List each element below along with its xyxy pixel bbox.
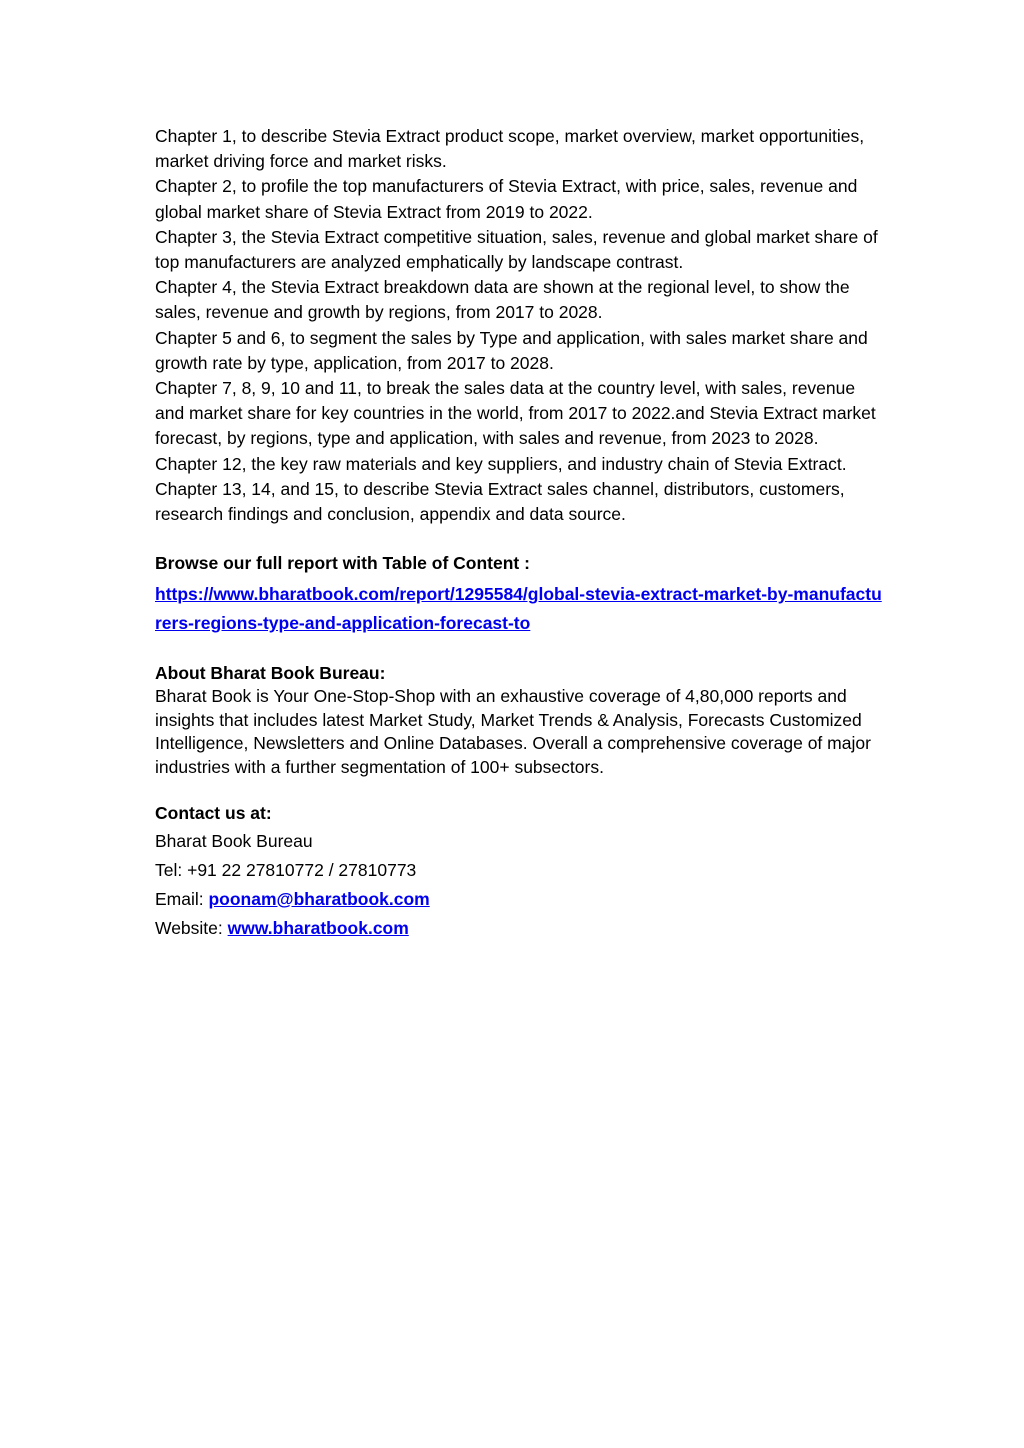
about-heading: About Bharat Book Bureau:	[155, 663, 386, 684]
chapter-paragraph: Chapter 12, the key raw materials and key suppliers, and industry chain of Stevia Extract.	[155, 453, 847, 474]
chapter-paragraph: Chapter 1, to describe Stevia Extract product scope, market overview, market opportunities, market driving force and market risks.	[155, 126, 865, 172]
email-link[interactable]: poonam@bharatbook.com	[208, 888, 430, 909]
website-link[interactable]: www.bharatbook.com	[227, 917, 409, 938]
contact-company: Bharat Book Bureau	[155, 830, 313, 851]
chapter-paragraph: Chapter 7, 8, 9, 10 and 11, to break the sales data at the country level, with sales, revenue and market share for key countries in the world, from 2017 to 2022.and Stevia Extract market forecast, by regions, type and application, with sales and revenue, from 2023 to 2028.	[155, 378, 876, 449]
website-label: Website:	[155, 917, 228, 938]
browse-report-heading: Browse our full report with Table of Content :	[155, 553, 530, 574]
chapter-list	[155, 124, 885, 527]
chapter-paragraph: Chapter 4, the Stevia Extract breakdown data are shown at the regional level, to show the sales, revenue and growth by regions, from 2017 to 2028.	[155, 277, 850, 323]
contact-website-line	[155, 914, 885, 943]
document-page	[155, 124, 885, 943]
contact-heading: Contact us at:	[155, 802, 272, 823]
chapter-paragraph: Chapter 5 and 6, to segment the sales by Type and application, with sales market share and growth rate by type, application, from 2017 to 2028.	[155, 327, 868, 373]
full-report-link[interactable]: https://www.bharatbook.com/report/1295584/global-stevia-extract-market-by-manufacturers-regions-type-and-application-forecast-to	[155, 584, 882, 633]
about-body: Bharat Book is Your One-Stop-Shop with an exhaustive coverage of 4,80,000 reports and insights that includes latest Market Study, Market Trends & Analysis, Forecasts Customized Intelligence, Newsletters and Online Databases. Overall a comprehensive coverage of major industries with a further segmentation of 100+ subsectors.	[155, 686, 871, 778]
email-label: Email:	[155, 888, 209, 909]
chapter-paragraph: Chapter 2, to profile the top manufacturers of Stevia Extract, with price, sales, revenue and global market share of Stevia Extract from 2019 to 2022.	[155, 176, 858, 222]
contact-tel: Tel: +91 22 27810772 / 27810773	[155, 859, 417, 880]
contact-email-line	[155, 885, 885, 914]
chapter-paragraph: Chapter 3, the Stevia Extract competitive situation, sales, revenue and global market share of top manufacturers are analyzed emphatically by landscape contrast.	[155, 226, 878, 273]
chapter-paragraph: Chapter 13, 14, and 15, to describe Stevia Extract sales channel, distributors, customers, research findings and conclusion, appendix and data source.	[155, 478, 845, 525]
